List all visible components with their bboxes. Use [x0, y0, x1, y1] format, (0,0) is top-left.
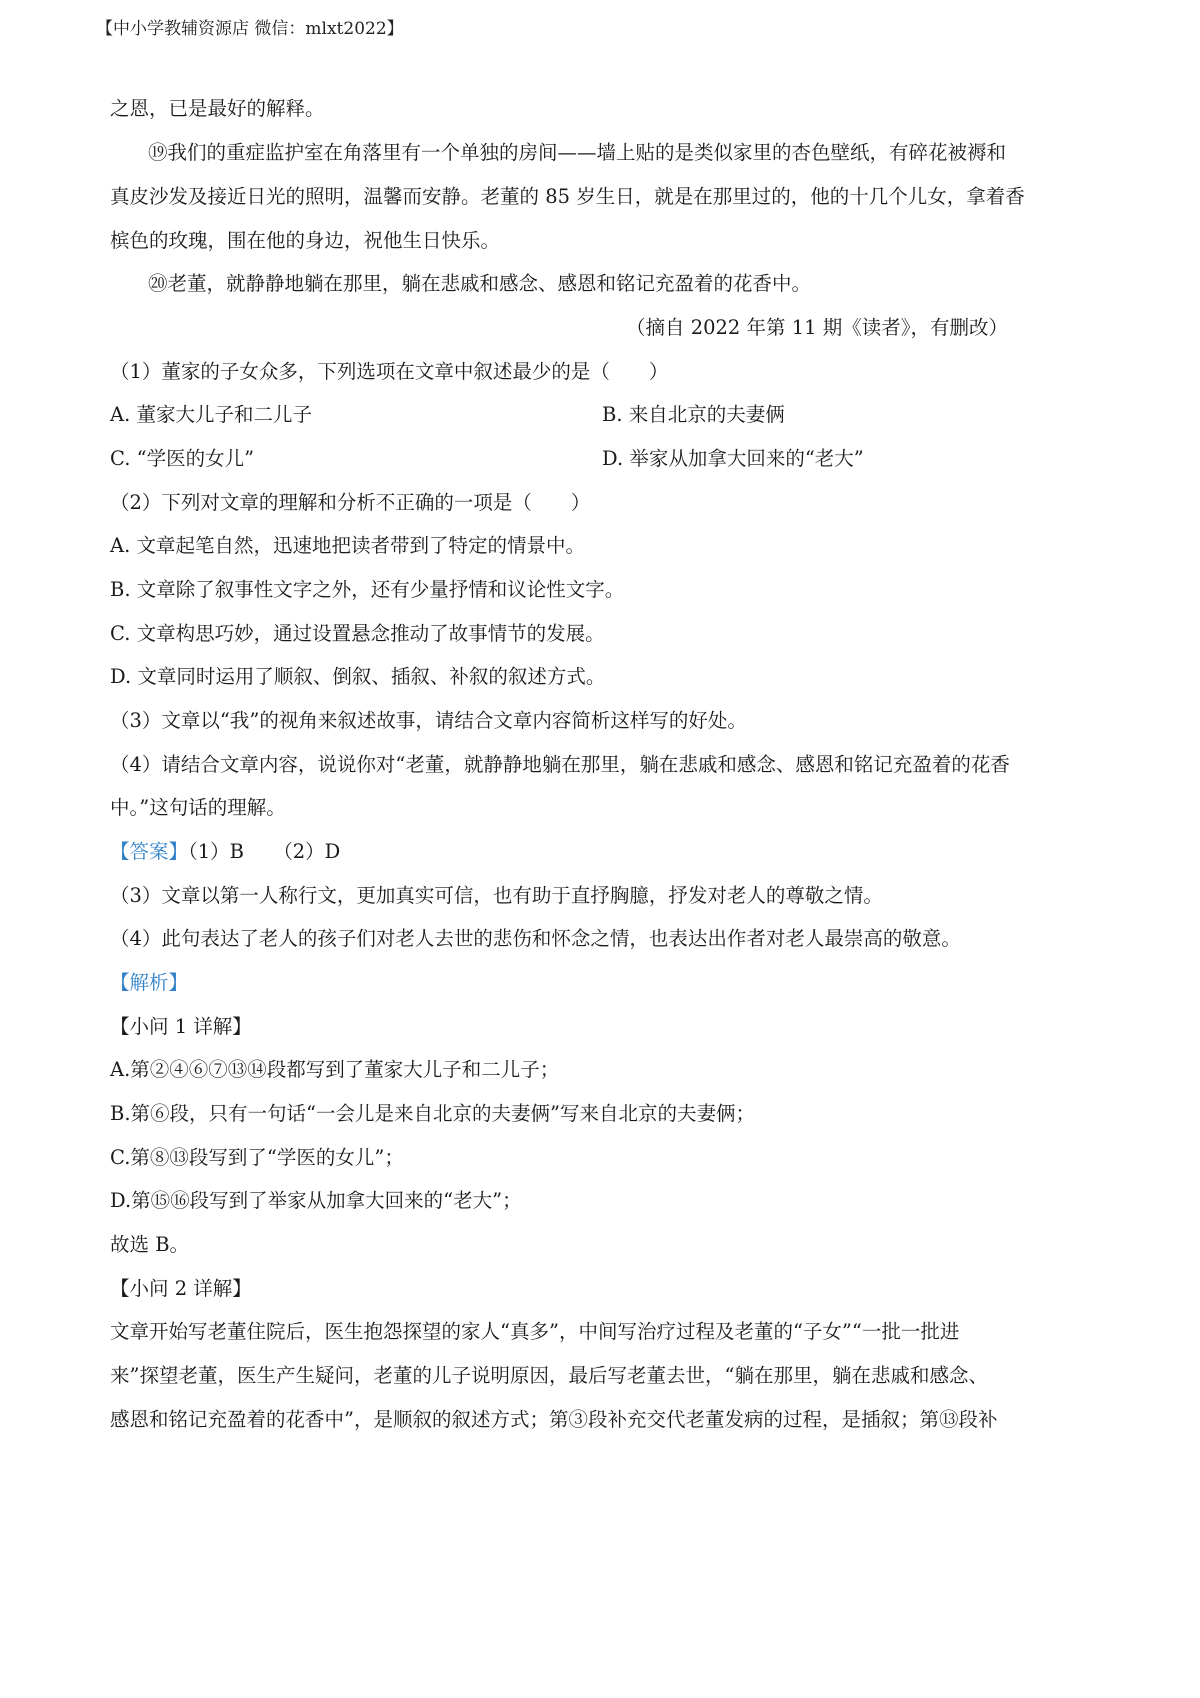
question-stem: （4）请结合文章内容，说说你对“老董，就静静地躺在那里，躺在悲戚和感念、感恩和铭记充盈着的花香 — [110, 753, 1010, 776]
option-b: B. 文章除了叙事性文字之外，还有少量抒情和议论性文字。 — [110, 578, 625, 601]
analysis-text: 故选 B。 — [110, 1233, 190, 1256]
option-c: C. 文章构思巧妙，通过设置悬念推动了故事情节的发展。 — [110, 622, 605, 645]
question-stem: 中。”这句话的理解。 — [110, 796, 286, 819]
analysis-text: 文章开始写老董住院后，医生抱怨探望的家人“真多”，中间写治疗过程及老董的“子女”“一批一批进 — [110, 1320, 960, 1343]
question-stem: （1）董家的子女众多，下列选项在文章中叙述最少的是（ ） — [110, 360, 669, 383]
sub-question-title: 【小问 2 详解】 — [110, 1277, 252, 1300]
answer-line — [110, 838, 340, 866]
analysis-text: B.第⑥段，只有一句话“一会儿是来自北京的夫妻俩”写来自北京的夫妻俩； — [110, 1102, 755, 1125]
source-citation: （摘自 2022 年第 11 期《读者》，有删改） — [626, 316, 1008, 339]
analysis-text: 感恩和铭记充盈着的花香中”，是顺叙的叙述方式；第③段补充交代老董发病的过程，是插叙；第⑬段补 — [110, 1408, 998, 1431]
analysis-text: 来”探望老董，医生产生疑问，老董的儿子说明原因，最后写老董去世，“躺在那里，躺在悲戚和感念、 — [110, 1364, 988, 1387]
answer-text: （1）B （2）D — [188, 840, 341, 863]
answer-text: （3）文章以第一人称行文，更加真实可信，也有助于直抒胸臆，抒发对老人的尊敬之情。 — [110, 884, 883, 907]
sub-question-title: 【小问 1 详解】 — [110, 1015, 252, 1038]
option-a: A. 董家大儿子和二儿子 — [110, 403, 312, 426]
analysis-text: A.第②④⑥⑦⑬⑭段都写到了董家大儿子和二儿子； — [110, 1058, 560, 1081]
answer-text: （4）此句表达了老人的孩子们对老人去世的悲伤和怀念之情，也表达出作者对老人最崇高的敬意。 — [110, 927, 961, 950]
question-stem: （2）下列对文章的理解和分析不正确的一项是（ ） — [110, 491, 591, 514]
passage-text: 之恩，已是最好的解释。 — [110, 97, 325, 120]
option-b: B. 来自北京的夫妻俩 — [602, 403, 785, 426]
passage-text: ⑲我们的重症监护室在角落里有一个单独的房间——墙上贴的是类似家里的杏色壁纸，有碎花被褥和 — [148, 141, 1007, 164]
analysis-text: C.第⑧⑬段写到了“学医的女儿”； — [110, 1146, 404, 1169]
option-c: C. “学医的女儿” — [110, 447, 255, 470]
passage-text: ⑳老董，就静静地躺在那里，躺在悲戚和感念、感恩和铭记充盈着的花香中。 — [148, 272, 812, 295]
page-header: 【中小学教辅资源店 微信：mlxt2022】 — [96, 19, 404, 39]
option-d: D. 举家从加拿大回来的“老大” — [602, 447, 864, 470]
question-stem: （3）文章以“我”的视角来叙述故事，请结合文章内容简析这样写的好处。 — [110, 709, 747, 732]
answer-label: 【答案】 — [110, 840, 189, 863]
passage-text: 槟色的玫瑰，围在他的身边，祝他生日快乐。 — [110, 229, 501, 252]
passage-text: 真皮沙发及接近日光的照明，温馨而安静。老董的 85 岁生日，就是在那里过的，他的十几个儿女，拿着香 — [110, 185, 1025, 208]
analysis-label: 【解析】 — [110, 971, 189, 994]
option-a: A. 文章起笔自然，迅速地把读者带到了特定的情景中。 — [110, 534, 585, 557]
analysis-text: D.第⑮⑯段写到了举家从加拿大回来的“老大”； — [110, 1189, 522, 1212]
option-d: D. 文章同时运用了顺叙、倒叙、插叙、补叙的叙述方式。 — [110, 665, 606, 688]
